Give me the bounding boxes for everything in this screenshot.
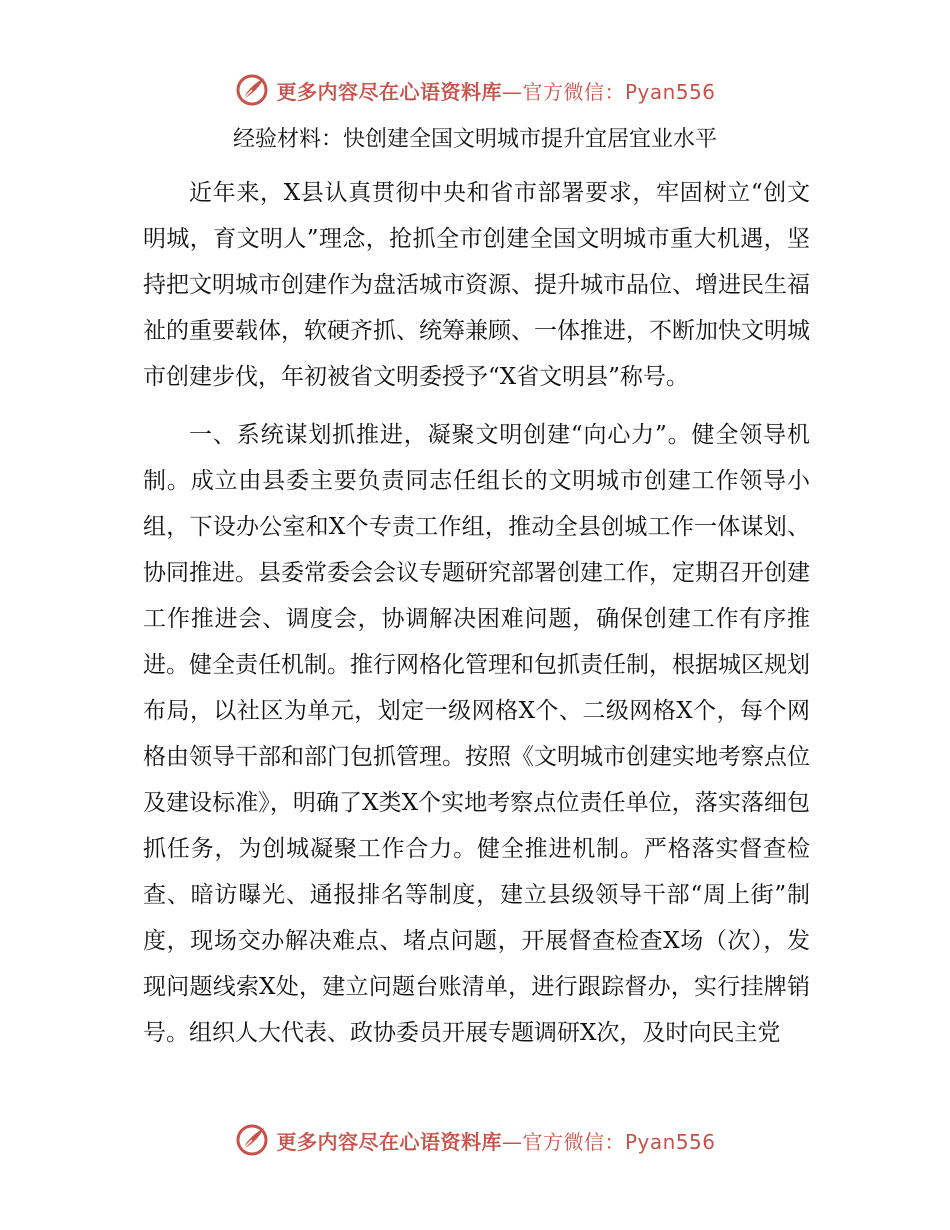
watermark-wechat-label: 官方微信： <box>522 1129 625 1154</box>
watermark-text <box>276 1126 715 1155</box>
watermark-text <box>276 76 715 105</box>
document-title: 经验材料：快创建全国文明城市提升宜居宜业水平 <box>232 127 717 152</box>
watermark-wechat-id: Pyan556 <box>624 79 716 104</box>
watermark-wechat-label: 官方微信： <box>522 79 625 104</box>
watermark-wechat-id: Pyan556 <box>624 1129 716 1154</box>
watermark-banner-top <box>0 70 950 110</box>
watermark-dash: — <box>501 1129 523 1154</box>
body-paragraph: 近年来，X县认真贯彻中央和省市部署要求，牢固树立“创文明城，育文明人”理念，抢抓全市创建全国文明城市重大机遇，坚持把文明城市创建作为盘活城市资源、提升城市品位、增进民生福祉的重要载体，软硬齐抓、统筹兼顾、一体推进，不断加快文明城市创建步伐，年初被省文明委授予“X省文明县”称号。 <box>143 180 810 390</box>
watermark-site-text: 更多内容尽在心语资料库 <box>276 1129 502 1154</box>
document-body <box>143 170 810 1056</box>
watermark-site-text: 更多内容尽在心语资料库 <box>276 79 502 104</box>
feather-pen-logo-icon <box>234 72 270 108</box>
body-paragraph: 一、系统谋划抓推进，凝聚文明创建“向心力”。健全领导机制。成立由县委主要负责同志任组长的文明城市创建工作领导小组，下设办公室和X个专责工作组，推动全县创城工作一体谋划、协同推进。县委常委会会议专题研究部署创建工作，定期召开创建工作推进会、调度会，协调解决困难问题，确保创建工作有序推进。健全责任机制。推行网格化管理和包抓责任制，根据城区规划布局，以社区为单元，划定一级网格X个、二级网格X个，每个网格由领导干部和部门包抓管理。按照《文明城市创建实地考察点位及建设标准》，明确了X类X个实地考察点位责任单位，落实落细包抓任务，为创城凝聚工作合力。健全推进机制。严格落实督查检查、暗访曝光、通报排名等制度，建立县级领导干部“周上街”制度，现场交办解决难点、堵点问题，开展督查检查X场（次），发现问题线索X处，建立问题台账清单，进行跟踪督办，实行挂牌销号。组织人大代表、政协委员开展专题调研X次，及时向民主党 <box>143 422 810 1046</box>
watermark-dash: — <box>501 79 523 104</box>
watermark-banner-bottom <box>0 1120 950 1160</box>
feather-pen-logo-icon <box>234 1122 270 1158</box>
